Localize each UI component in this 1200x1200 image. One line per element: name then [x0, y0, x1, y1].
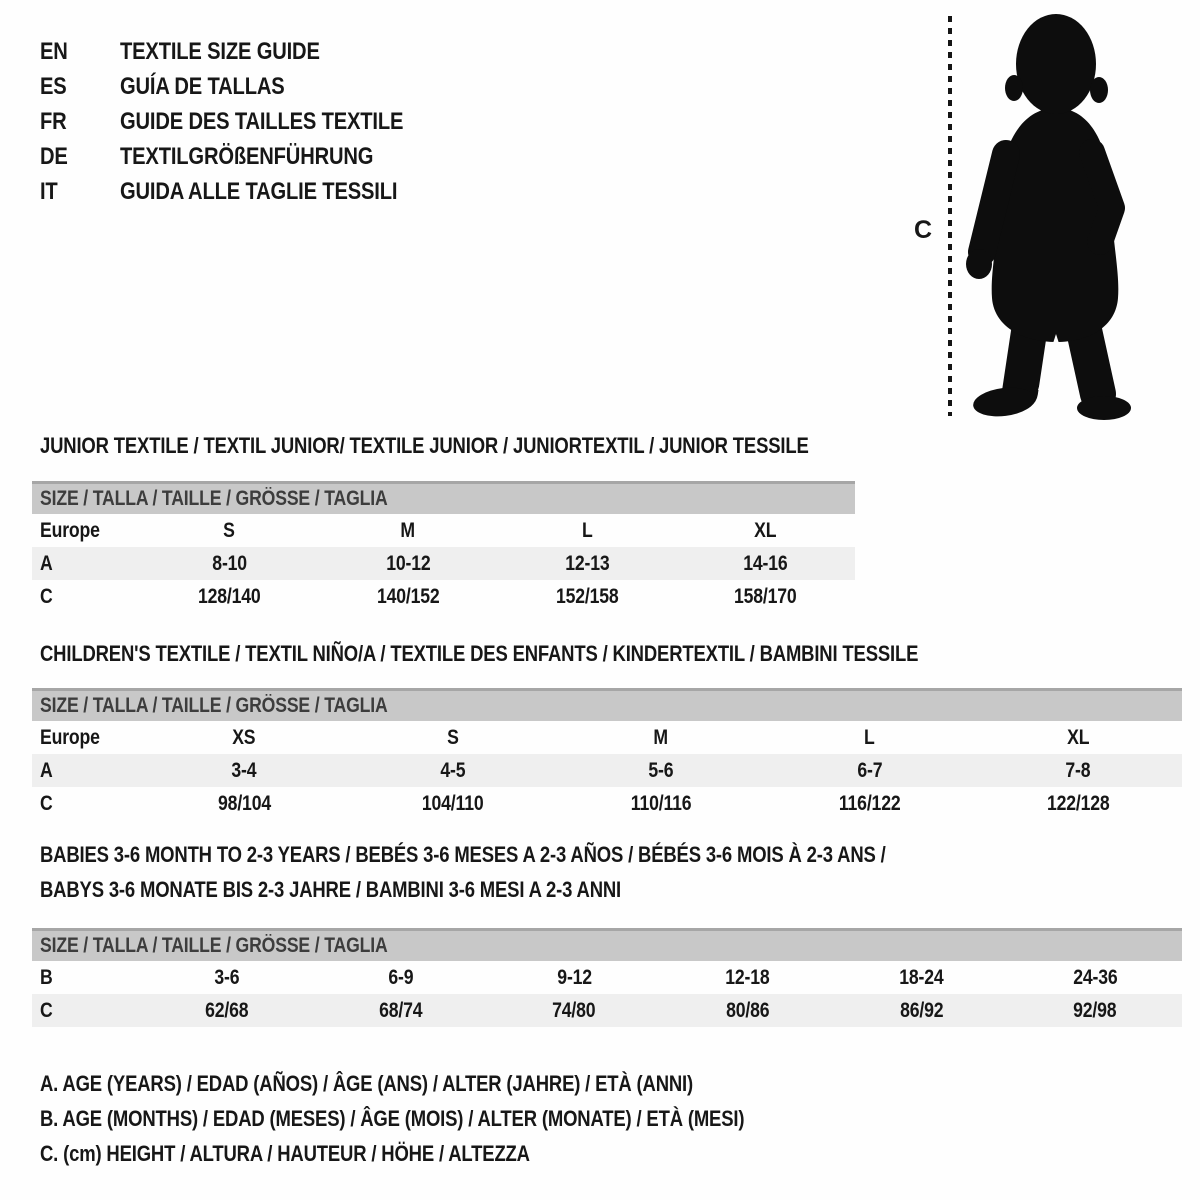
- babies-table-size-header: [32, 928, 1182, 961]
- row-label: B: [40, 965, 53, 989]
- cell-value: 104/110: [421, 791, 484, 815]
- cell-value: 74/80: [552, 998, 596, 1022]
- cell-value: 3-6: [214, 965, 240, 989]
- note-text: C. (cm) HEIGHT / ALTURA / HAUTEUR / HÖHE / ALTEZZA: [40, 1140, 530, 1166]
- cell-value: S: [446, 725, 459, 749]
- language-title: GUIDE DES TAILLES TEXTILE: [120, 107, 404, 135]
- junior-heading-text: JUNIOR TEXTILE / TEXTIL JUNIOR/ TEXTILE JUNIOR / JUNIORTEXTIL / JUNIOR TESSILE: [40, 433, 809, 458]
- language-title: GUÍA DE TALLAS: [120, 72, 285, 100]
- language-title: TEXTILGRÖßENFÜHRUNG: [120, 142, 374, 170]
- table-row-height: [32, 580, 855, 613]
- language-code: DE: [40, 142, 68, 170]
- children-size-table: [32, 688, 1182, 820]
- toddler-silhouette-icon: [962, 12, 1140, 420]
- junior-section-heading: [40, 434, 955, 458]
- cell-value: 62/68: [205, 998, 249, 1022]
- children-heading-text: CHILDREN'S TEXTILE / TEXTIL NIÑO/A / TEXTILE DES ENFANTS / KINDERTEXTIL / BAMBINI TESSILE: [40, 641, 919, 666]
- row-label: C: [40, 791, 53, 815]
- row-label: C: [40, 584, 53, 608]
- table-row-europe: [32, 721, 1182, 754]
- language-row-de: [40, 139, 457, 174]
- row-label: A: [40, 551, 53, 575]
- language-row-fr: [40, 104, 457, 139]
- cell-value: L: [581, 518, 593, 542]
- note-text: A. AGE (YEARS) / EDAD (AÑOS) / ÂGE (ANS) / ALTER (JAHRE) / ETÀ (ANNI): [40, 1070, 694, 1096]
- cell-value: L: [864, 725, 875, 749]
- cell-value: 7-8: [1065, 758, 1091, 782]
- language-code: EN: [40, 37, 68, 65]
- table-row-europe: [32, 514, 855, 547]
- junior-table-size-header: [32, 481, 855, 514]
- children-table-size-header: [32, 688, 1182, 721]
- cell-value: 3-4: [231, 758, 257, 782]
- row-label: C: [40, 998, 53, 1022]
- junior-size-table: [32, 481, 855, 613]
- note-height-cm: [40, 1136, 878, 1171]
- size-header-text: SIZE / TALLA / TAILLE / GRÖSSE / TAGLIA: [40, 694, 388, 717]
- note-age-years: [40, 1066, 878, 1101]
- cell-value: 116/122: [838, 791, 901, 815]
- note-text: B. AGE (MONTHS) / EDAD (MESES) / ÂGE (MOIS) / ALTER (MONATE) / ETÀ (MESI): [40, 1105, 745, 1131]
- children-section-heading: [40, 642, 1086, 666]
- cell-value: 98/104: [217, 791, 271, 815]
- language-row-es: [40, 69, 457, 104]
- table-row-height: [32, 994, 1182, 1027]
- row-label: A: [40, 758, 53, 782]
- cell-value: 24-36: [1073, 965, 1118, 989]
- note-age-months: [40, 1101, 878, 1136]
- language-title: GUIDA ALLE TAGLIE TESSILI: [120, 177, 398, 205]
- size-header-text: SIZE / TALLA / TAILLE / GRÖSSE / TAGLIA: [40, 487, 388, 510]
- row-label: Europe: [40, 518, 100, 542]
- cell-value: 9-12: [556, 965, 592, 989]
- table-row-height: [32, 787, 1182, 820]
- cell-value: 10-12: [385, 551, 431, 575]
- cell-value: 110/116: [630, 791, 692, 815]
- cell-value: 5-6: [648, 758, 674, 782]
- cell-value: 92/98: [1073, 998, 1117, 1022]
- cell-value: 4-5: [440, 758, 466, 782]
- cell-value: XS: [232, 725, 256, 749]
- babies-section-heading: [40, 843, 1047, 913]
- table-row-age-months: [32, 961, 1182, 994]
- cell-value: 18-24: [899, 965, 944, 989]
- cell-value: S: [223, 518, 236, 542]
- cell-value: 14-16: [743, 551, 788, 575]
- cell-value: XL: [1066, 725, 1089, 749]
- cell-value: 6-9: [388, 965, 414, 989]
- cell-value: M: [400, 518, 416, 542]
- language-title-list: [40, 34, 457, 209]
- cell-value: 152/158: [555, 584, 619, 608]
- language-code: IT: [40, 177, 58, 205]
- babies-heading-line2: BABYS 3-6 MONATE BIS 2-3 JAHRE / BAMBINI 3-6 MESI A 2-3 ANNI: [40, 877, 622, 902]
- language-code: ES: [40, 72, 67, 100]
- table-row-age: [32, 754, 1182, 787]
- cell-value: 86/92: [899, 998, 944, 1022]
- cell-value: XL: [754, 518, 777, 542]
- height-measure-label: C: [914, 216, 933, 244]
- cell-value: 80/86: [726, 998, 770, 1022]
- legend-notes: [40, 1066, 878, 1171]
- language-title: TEXTILE SIZE GUIDE: [120, 37, 320, 65]
- language-code: FR: [40, 107, 67, 135]
- table-row-age: [32, 547, 855, 580]
- cell-value: 68/74: [378, 998, 423, 1022]
- cell-value: 140/152: [376, 584, 440, 608]
- cell-value: 12-18: [725, 965, 770, 989]
- cell-value: 12-13: [564, 551, 610, 575]
- cell-value: 8-10: [212, 551, 247, 575]
- cell-value: 122/128: [1046, 791, 1110, 815]
- cell-value: 128/140: [198, 584, 261, 608]
- size-header-text: SIZE / TALLA / TAILLE / GRÖSSE / TAGLIA: [40, 934, 388, 957]
- babies-heading-line1: BABIES 3-6 MONTH TO 2-3 YEARS / BEBÉS 3-6 MESES A 2-3 AÑOS / BÉBÉS 3-6 MOIS À 2-3 ANS /: [40, 842, 886, 867]
- babies-size-table: [32, 928, 1182, 1027]
- language-row-en: [40, 34, 457, 69]
- cell-value: 6-7: [856, 758, 882, 782]
- row-label: Europe: [40, 725, 100, 749]
- cell-value: 158/170: [734, 584, 797, 608]
- height-measure-line: [948, 16, 952, 416]
- cell-value: M: [653, 725, 669, 749]
- language-row-it: [40, 174, 457, 209]
- height-figure: [900, 0, 1160, 432]
